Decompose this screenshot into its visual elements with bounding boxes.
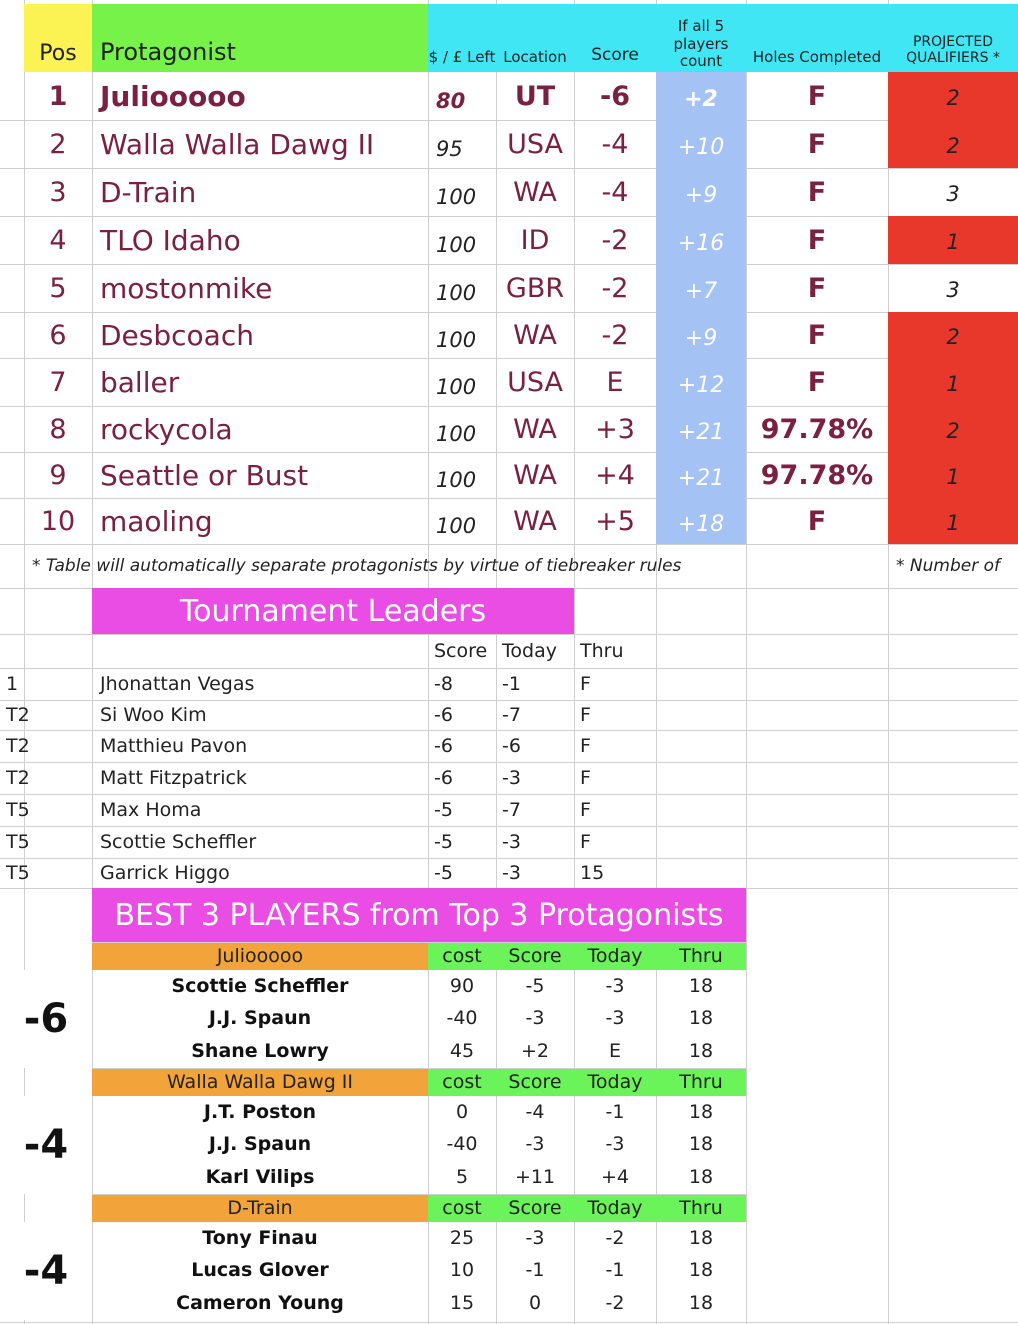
row-pos: 4 — [49, 224, 67, 256]
group-col-score: Score — [496, 1194, 574, 1222]
row-holes-completed: F — [807, 128, 827, 160]
group-player-thru: 18 — [688, 1039, 714, 1062]
group-total-score: -6 — [0, 970, 92, 1068]
row-money-left: 100 — [436, 281, 477, 305]
row-holes-completed: 97.78% — [760, 459, 874, 491]
group-player-name[interactable]: J.T. Poston — [203, 1101, 317, 1123]
header-holes[interactable]: Holes Completed — [746, 4, 888, 72]
row-score: +5 — [595, 505, 635, 537]
row-score: -2 — [601, 224, 629, 256]
row-money-left: 80 — [436, 89, 466, 113]
leader-thru: 15 — [580, 862, 605, 884]
leader-position: T2 — [6, 735, 30, 757]
row-money-left: 100 — [436, 422, 477, 446]
group-col-today: Today — [574, 1068, 656, 1096]
group-col-cost: cost — [428, 942, 496, 970]
group-player-cost: 45 — [449, 1039, 475, 1062]
group-player-cost: 25 — [449, 1227, 475, 1249]
row-location: USA — [507, 128, 563, 160]
leader-thru: F — [580, 735, 591, 757]
group-col-today: Today — [574, 1194, 656, 1222]
group-player-cost: 5 — [455, 1165, 469, 1188]
leader-name[interactable]: Matthieu Pavon — [100, 735, 248, 757]
row-holes-completed: F — [807, 366, 827, 398]
header-projected[interactable]: PROJECTED QUALIFIERS * — [888, 4, 1018, 72]
row-protagonist-name[interactable]: baller — [100, 365, 180, 399]
group-player-thru: 18 — [688, 1132, 714, 1155]
row-holes-completed: F — [807, 272, 827, 304]
group-player-thru: 18 — [688, 1165, 714, 1188]
leader-score: -5 — [434, 799, 453, 821]
row-if-all-count: +7 — [656, 264, 746, 312]
row-gridline — [92, 1068, 746, 1069]
group-player-name[interactable]: Tony Finau — [202, 1227, 318, 1249]
group-total-score: -4 — [0, 1096, 92, 1194]
qualifiers-note: * Number of — [896, 556, 1000, 576]
leader-today: -3 — [502, 831, 521, 853]
tournament-leaders-title: Tournament Leaders — [92, 588, 574, 634]
row-if-all-count: +10 — [656, 120, 746, 168]
row-projected-qualifiers: 2 — [888, 72, 1018, 120]
leader-name[interactable]: Si Woo Kim — [100, 704, 207, 726]
group-player-today: -2 — [605, 1227, 625, 1249]
row-pos: 1 — [48, 80, 68, 112]
header-protagonist[interactable]: Protagonist — [92, 4, 428, 72]
row-location: UT — [514, 80, 556, 112]
row-money-left: 100 — [436, 328, 477, 352]
row-if-all-count: +2 — [656, 72, 746, 120]
group-player-today: -1 — [605, 1101, 625, 1123]
group-player-thru: 18 — [688, 1291, 714, 1314]
group-protagonist-name[interactable]: D-Train — [92, 1194, 428, 1222]
group-player-score: +2 — [520, 1039, 549, 1062]
row-money-left: 100 — [436, 375, 477, 399]
leader-thru: F — [580, 831, 591, 853]
row-holes-completed: F — [807, 505, 827, 537]
leader-score: -6 — [434, 704, 453, 726]
row-projected-qualifiers: 3 — [946, 278, 960, 302]
row-location: WA — [513, 505, 557, 537]
leader-today: -7 — [502, 704, 521, 726]
row-money-left: 100 — [436, 468, 477, 492]
row-pos: 10 — [40, 505, 76, 537]
leader-position: T5 — [6, 799, 30, 821]
group-player-score: -3 — [525, 1227, 545, 1249]
leader-position: T2 — [6, 767, 30, 789]
group-player-name[interactable]: Scottie Scheffler — [171, 975, 349, 997]
row-if-all-count: +9 — [656, 312, 746, 358]
row-pos: 2 — [49, 128, 67, 160]
group-player-today: +4 — [600, 1165, 629, 1188]
group-player-cost: 0 — [455, 1101, 469, 1123]
leader-today: -6 — [502, 735, 521, 757]
group-player-name[interactable]: J.J. Spaun — [208, 1006, 312, 1029]
group-player-cost: 90 — [449, 975, 475, 997]
row-money-left: 95 — [436, 137, 463, 161]
tiebreaker-note: * Table will automatically separate protagonists by virtue of tiebreaker rules — [32, 556, 682, 576]
leader-thru: F — [580, 704, 591, 726]
row-gridline — [92, 1194, 746, 1195]
group-player-thru: 18 — [688, 975, 714, 997]
row-holes-completed: F — [807, 176, 827, 208]
row-location: WA — [513, 459, 557, 491]
row-location: ID — [520, 224, 550, 256]
row-protagonist-name[interactable]: TLO Idaho — [100, 223, 241, 257]
leader-position: T5 — [6, 831, 30, 853]
leader-name[interactable]: Jhonattan Vegas — [100, 673, 255, 695]
row-protagonist-name[interactable]: D-Train — [100, 175, 197, 209]
group-col-cost: cost — [428, 1068, 496, 1096]
leaders-col-today: Today — [502, 640, 557, 662]
group-player-thru: 18 — [688, 1227, 714, 1249]
row-pos: 7 — [49, 366, 67, 398]
leader-today: -1 — [502, 673, 521, 695]
group-player-score: +11 — [514, 1165, 556, 1188]
row-protagonist-name[interactable]: rockycola — [100, 412, 233, 446]
group-player-score: -4 — [525, 1101, 545, 1123]
row-holes-completed: 97.78% — [760, 413, 874, 445]
leader-position: 1 — [6, 673, 19, 695]
group-player-name[interactable]: Lucas Glover — [191, 1258, 329, 1281]
row-location: WA — [513, 413, 557, 445]
row-score: E — [606, 366, 624, 398]
leader-position: T5 — [6, 862, 30, 884]
group-player-today: -1 — [605, 1258, 625, 1281]
leader-name[interactable]: Scottie Scheffler — [100, 831, 257, 853]
leader-today: -7 — [502, 799, 521, 821]
row-money-left: 100 — [436, 514, 477, 538]
group-player-thru: 18 — [688, 1258, 714, 1281]
leader-score: -6 — [434, 735, 453, 757]
row-location: USA — [507, 366, 563, 398]
group-player-thru: 18 — [688, 1101, 714, 1123]
row-pos: 6 — [49, 319, 67, 351]
row-gridline — [0, 1322, 1018, 1323]
row-projected-qualifiers: 3 — [946, 182, 960, 206]
leader-today: -3 — [502, 862, 521, 884]
row-projected-qualifiers: 1 — [888, 358, 1018, 406]
group-player-today: -3 — [605, 975, 625, 997]
row-location: GBR — [505, 272, 565, 304]
leader-thru: F — [580, 767, 591, 789]
group-col-thru: Thru — [656, 1194, 746, 1222]
group-protagonist-name[interactable]: Walla Walla Dawg II — [92, 1068, 428, 1096]
row-pos: 5 — [49, 272, 67, 304]
row-holes-completed: F — [807, 319, 827, 351]
leader-score: -6 — [434, 767, 453, 789]
row-holes-completed: F — [807, 80, 827, 112]
group-total-score: -4 — [0, 1222, 92, 1320]
group-player-score: -1 — [525, 1258, 545, 1281]
leader-score: -5 — [434, 862, 453, 884]
row-score: +4 — [595, 459, 635, 491]
row-money-left: 100 — [436, 185, 477, 209]
group-player-cost: -40 — [446, 1006, 478, 1029]
leader-name[interactable]: Matt Fitzpatrick — [100, 767, 247, 789]
group-player-name[interactable]: Shane Lowry — [191, 1039, 329, 1062]
leader-name[interactable]: Garrick Higgo — [100, 862, 230, 884]
header-pos[interactable]: Pos — [24, 4, 92, 72]
group-player-name[interactable]: Cameron Young — [176, 1291, 344, 1314]
group-col-today: Today — [574, 942, 656, 970]
group-col-thru: Thru — [656, 1068, 746, 1096]
group-protagonist-name[interactable]: Juliooooo — [92, 942, 428, 970]
group-player-score: -5 — [525, 975, 545, 997]
row-if-all-count: +16 — [656, 216, 746, 264]
row-score: -4 — [601, 128, 629, 160]
group-player-today: -3 — [605, 1006, 625, 1029]
row-projected-qualifiers: 1 — [888, 452, 1018, 498]
leader-score: -5 — [434, 831, 453, 853]
row-if-all-count: +21 — [656, 406, 746, 452]
group-player-today: E — [608, 1039, 621, 1062]
row-holes-completed: F — [807, 224, 827, 256]
leaders-col-score: Score — [434, 640, 488, 662]
group-player-score: -3 — [525, 1006, 545, 1029]
row-projected-qualifiers: 1 — [888, 216, 1018, 264]
group-col-thru: Thru — [656, 942, 746, 970]
leader-thru: F — [580, 799, 591, 821]
row-money-left: 100 — [436, 233, 477, 257]
group-col-score: Score — [496, 942, 574, 970]
leader-name[interactable]: Max Homa — [100, 799, 202, 821]
leader-today: -3 — [502, 767, 521, 789]
row-score: -2 — [601, 319, 629, 351]
group-player-cost: -40 — [446, 1132, 478, 1155]
group-player-name[interactable]: J.J. Spaun — [208, 1132, 312, 1155]
row-protagonist-name[interactable]: Seattle or Bust — [100, 458, 309, 492]
row-projected-qualifiers: 2 — [888, 406, 1018, 452]
row-protagonist-name[interactable]: Walla Walla Dawg II — [100, 127, 375, 161]
group-player-today: -2 — [605, 1291, 625, 1314]
row-score: -2 — [601, 272, 629, 304]
row-pos: 8 — [49, 413, 67, 445]
row-if-all-count: +9 — [656, 168, 746, 216]
row-gridline — [92, 942, 746, 943]
row-protagonist-name[interactable]: maoling — [100, 504, 213, 538]
row-location: WA — [513, 176, 557, 208]
header-if-all[interactable]: If all 5 players count — [656, 4, 746, 72]
row-score: -6 — [600, 80, 630, 112]
header-score[interactable]: Score — [574, 4, 656, 72]
best-players-title: BEST 3 PLAYERS from Top 3 Protagonists — [92, 888, 746, 942]
row-if-all-count: +12 — [656, 358, 746, 406]
row-score: -4 — [601, 176, 629, 208]
row-projected-qualifiers: 1 — [888, 498, 1018, 544]
leader-position: T2 — [6, 704, 30, 726]
group-player-cost: 10 — [449, 1258, 475, 1281]
group-player-score: 0 — [528, 1291, 542, 1314]
group-col-cost: cost — [428, 1194, 496, 1222]
group-player-thru: 18 — [688, 1006, 714, 1029]
row-protagonist-name[interactable]: Juliooooo — [100, 79, 246, 113]
group-player-cost: 15 — [449, 1291, 475, 1314]
group-player-name[interactable]: Karl Vilips — [205, 1165, 315, 1188]
header-location[interactable]: Location — [496, 4, 574, 72]
row-projected-qualifiers: 2 — [888, 120, 1018, 168]
row-pos: 3 — [49, 176, 67, 208]
leaders-col-thru: Thru — [580, 640, 624, 662]
row-projected-qualifiers: 2 — [888, 312, 1018, 358]
row-score: +3 — [595, 413, 635, 445]
group-col-score: Score — [496, 1068, 574, 1096]
row-pos: 9 — [49, 459, 67, 491]
row-location: WA — [513, 319, 557, 351]
row-if-all-count: +18 — [656, 498, 746, 544]
header-left[interactable]: $ / £ Left — [428, 4, 496, 72]
row-protagonist-name[interactable]: Desbcoach — [100, 318, 254, 352]
group-player-today: -3 — [605, 1132, 625, 1155]
leader-thru: F — [580, 673, 591, 695]
row-protagonist-name[interactable]: mostonmike — [100, 271, 273, 305]
row-if-all-count: +21 — [656, 452, 746, 498]
leader-score: -8 — [434, 673, 453, 695]
group-player-score: -3 — [525, 1132, 545, 1155]
